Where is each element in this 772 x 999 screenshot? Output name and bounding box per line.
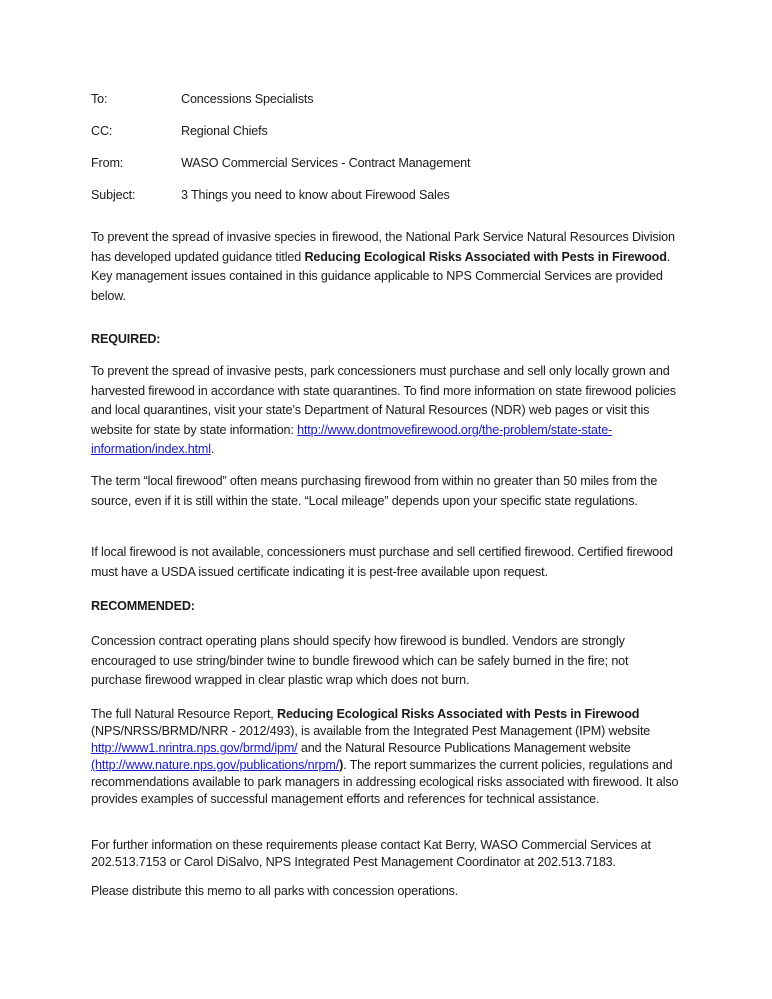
close-paren: ) bbox=[339, 758, 344, 772]
ipm-website-link[interactable]: http://www1.nrintra.nps.gov/brmd/ipm/ bbox=[91, 741, 298, 755]
report-text-3: and the Natural Resource Publications Management website bbox=[297, 741, 631, 755]
intro-text: To prevent the spread of invasive species in firewood, the National Park Service Natural Resources Division has developed updated guidance titled bbox=[91, 230, 675, 264]
from-value: WASO Commercial Services - Contract Management bbox=[181, 156, 471, 170]
dontmovefirewood-link[interactable]: http://www.dontmovefirewood.org/the-problem/state-state-information/index.html bbox=[91, 422, 613, 456]
report-text: The full Natural Resource Report, bbox=[91, 707, 277, 721]
contact-paragraph: For further information on these requirements please contact Kat Berry, WASO Commercial Services at 202.513.7153 or Carol DiSalvo, NPS Integrated Pest Management Coordinator at 202.513.7183. bbox=[91, 838, 651, 869]
recommended-paragraph-1: Concession contract operating plans should specify how firewood is bundled. Vendors are strongly encouraged to use string/binder twine to bundle firewood which can be safely burned in the fire; not purchase firewood wrapped in clear plastic wrap which does not burn. bbox=[91, 634, 629, 687]
from-label: From: bbox=[91, 156, 124, 170]
required-paragraph-2: The term “local firewood” often means purchasing firewood from within no greater than 50 miles from the source, even if it is still within the state. “Local mileage” depends upon your specific state regulations. bbox=[91, 474, 658, 508]
intro-paragraph bbox=[91, 228, 681, 306]
recommended-heading: RECOMMENDED: bbox=[91, 599, 195, 613]
required-paragraph-3: If local firewood is not available, concessioners must purchase and sell certified firewood. Certified firewood must have a USDA issued certificate indicating it is pest-free available upon request. bbox=[91, 545, 673, 579]
required-text: To prevent the spread of invasive pests, park concessioners must purchase and sell only locally grown and harvested firewood in accordance with state quarantines. To find more information on state firewood policies and local quarantines, visit your state’s Department of Natural Resources (NDR) web pages or visit this website for state by state information: bbox=[91, 364, 676, 437]
report-title: Reducing Ecological Risks Associated with Pests in Firewood bbox=[277, 707, 640, 721]
closing-paragraph: Please distribute this memo to all parks with concession operations. bbox=[91, 884, 459, 898]
report-paragraph bbox=[91, 706, 681, 808]
report-text-5: . The report summarizes the current policies, regulations and recommendations available to park managers in addressing ecological risks associated with firewood. It also provides examples of successful management efforts and references for technical assistance. bbox=[91, 758, 679, 806]
to-label: To: bbox=[91, 92, 108, 106]
subject-value: 3 Things you need to know about Firewood Sales bbox=[181, 188, 450, 202]
intro-text-end: . Key management issues contained in this guidance applicable to NPS Commercial Services are provided below. bbox=[91, 249, 671, 303]
subject-label: Subject: bbox=[91, 188, 136, 202]
nrpm-website-link[interactable]: (http://www.nature.nps.gov/publications/nrpm/ bbox=[91, 758, 340, 772]
report-text-2: (NPS/NRSS/BRMD/NRR - 2012/493), is available from the Integrated Pest Management (IPM) website bbox=[91, 724, 651, 738]
intro-report-title: Reducing Ecological Risks Associated with Pests in Firewood bbox=[304, 249, 667, 264]
period: . bbox=[210, 442, 215, 456]
cc-label: CC: bbox=[91, 124, 113, 138]
cc-value: Regional Chiefs bbox=[181, 124, 268, 138]
required-paragraph-1 bbox=[91, 362, 681, 460]
required-heading: REQUIRED: bbox=[91, 332, 161, 346]
to-value: Concessions Specialists bbox=[181, 92, 314, 106]
